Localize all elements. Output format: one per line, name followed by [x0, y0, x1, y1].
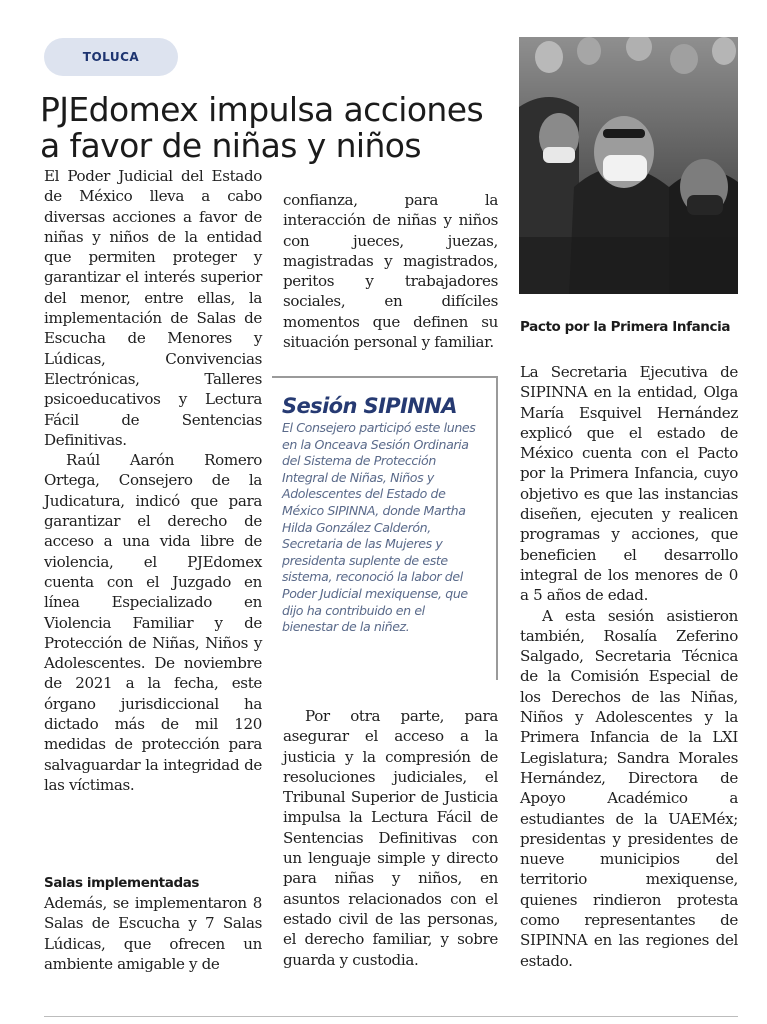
body-paragraph: Además, se implementaron 8 Salas de Escucha y 7 Salas Lúdicas, que ofrecen un ambiente amigable y de — [44, 894, 262, 973]
article-column-2-lower — [283, 706, 498, 970]
body-paragraph: confianza, para la interacción de niñas y niños con jueces, juezas, magistradas y magistrados, peritos y trabajadores sociales, en difíciles momentos que definen su situación personal y familiar. — [283, 191, 498, 352]
article-column-1-continued — [44, 893, 262, 974]
article-column-1 — [44, 166, 262, 795]
subheading-salas: Salas implementadas — [44, 875, 200, 891]
article-column-3 — [520, 362, 738, 971]
body-paragraph: La Secretaria Ejecutiva de SIPINNA en la entidad, Olga María Esquivel Hernández explicó que el estado de México cuenta con el Pacto por la Primera Infancia, cuyo objetivo es que las instancias diseñen, ejecuten y realicen programas y acciones, que beneficien el desarrollo integral de los menores de 0 a 5 años de edad. — [520, 363, 738, 605]
subheading-pacto: Pacto por la Primera Infancia — [520, 319, 731, 335]
body-paragraph: Por otra parte, para asegurar el acceso a la justicia y la compresión de resoluciones judiciales, el Tribunal Superior de Justicia impulsa la Lectura Fácil de Sentencias Definitivas con un lenguaje simple y directo para niñas y niños, en asuntos relacionados con el estado civil de las personas, el derecho familiar, y sobre guarda y custodia. — [283, 707, 498, 969]
article-column-2 — [283, 190, 498, 352]
body-paragraph: Raúl Aarón Romero Ortega, Consejero de la Judicatura, indicó que para garantizar el derecho de acceso a una vida libre de violencia, el PJEdomex cuenta con el Juzgado en línea Especializado en Violencia Familiar y de Protección de Niñas, Niños y Adolescentes. De noviembre de 2021 a la fecha, este órgano jurisdiccional ha dictado más de mil 120 medidas de protección para salvaguardar la integridad de las víctimas. — [44, 451, 262, 794]
sidebar-title: Sesión SIPINNA — [282, 394, 457, 418]
body-paragraph: A esta sesión asistieron también, Rosalía Zeferino Salgado, Secretaria Técnica de la Comisión Especial de los Derechos de las Niñas, Niños y Adolescentes y la Primera Infancia de la LXI Legislatura; Sandra Morales Hernández, Directora de Apoyo Académico a estudiantes de la UAEMéx; presidentas y presidentes de nueve municipios del territorio mexiquense, quienes rindieron protesta como representantes de SIPINNA en las regiones del estado. — [520, 606, 738, 970]
event-photo — [519, 37, 738, 294]
headline-line-1: PJEdomex impulsa acciones — [40, 90, 484, 129]
sidebar-body: El Consejero participó este lunes en la Onceava Sesión Ordinaria del Sistema de Protección Integral de Niñas, Niños y Adolescentes del Estado de México SIPINNA, donde Martha Hilda González Calderón, Secretaria de las Mujeres y presidenta suplente de este sistema, reconoció la labor del Poder Judicial mexiquense, que dijo ha contribuido en el bienestar de la niñez. — [282, 420, 476, 635]
section-tag: TOLUCA — [44, 38, 178, 76]
body-paragraph: El Poder Judicial del Estado de México lleva a cabo diversas acciones a favor de niñas y niños de la entidad que permiten proteger y garantizar el interés superior del menor, entre ellas, la implementación de Salas de Escucha de Menores y Lúdicas, Convivencias Electrónicas, Talleres psicoeducativos y Lectura Fácil de Sentencias Definitivas. — [44, 167, 262, 449]
headline-line-2: a favor de niñas y niños — [40, 126, 421, 165]
bottom-rule — [44, 1016, 738, 1017]
sidebar-box — [272, 376, 498, 680]
event-photo-image — [519, 37, 738, 294]
article-headline — [40, 92, 510, 164]
